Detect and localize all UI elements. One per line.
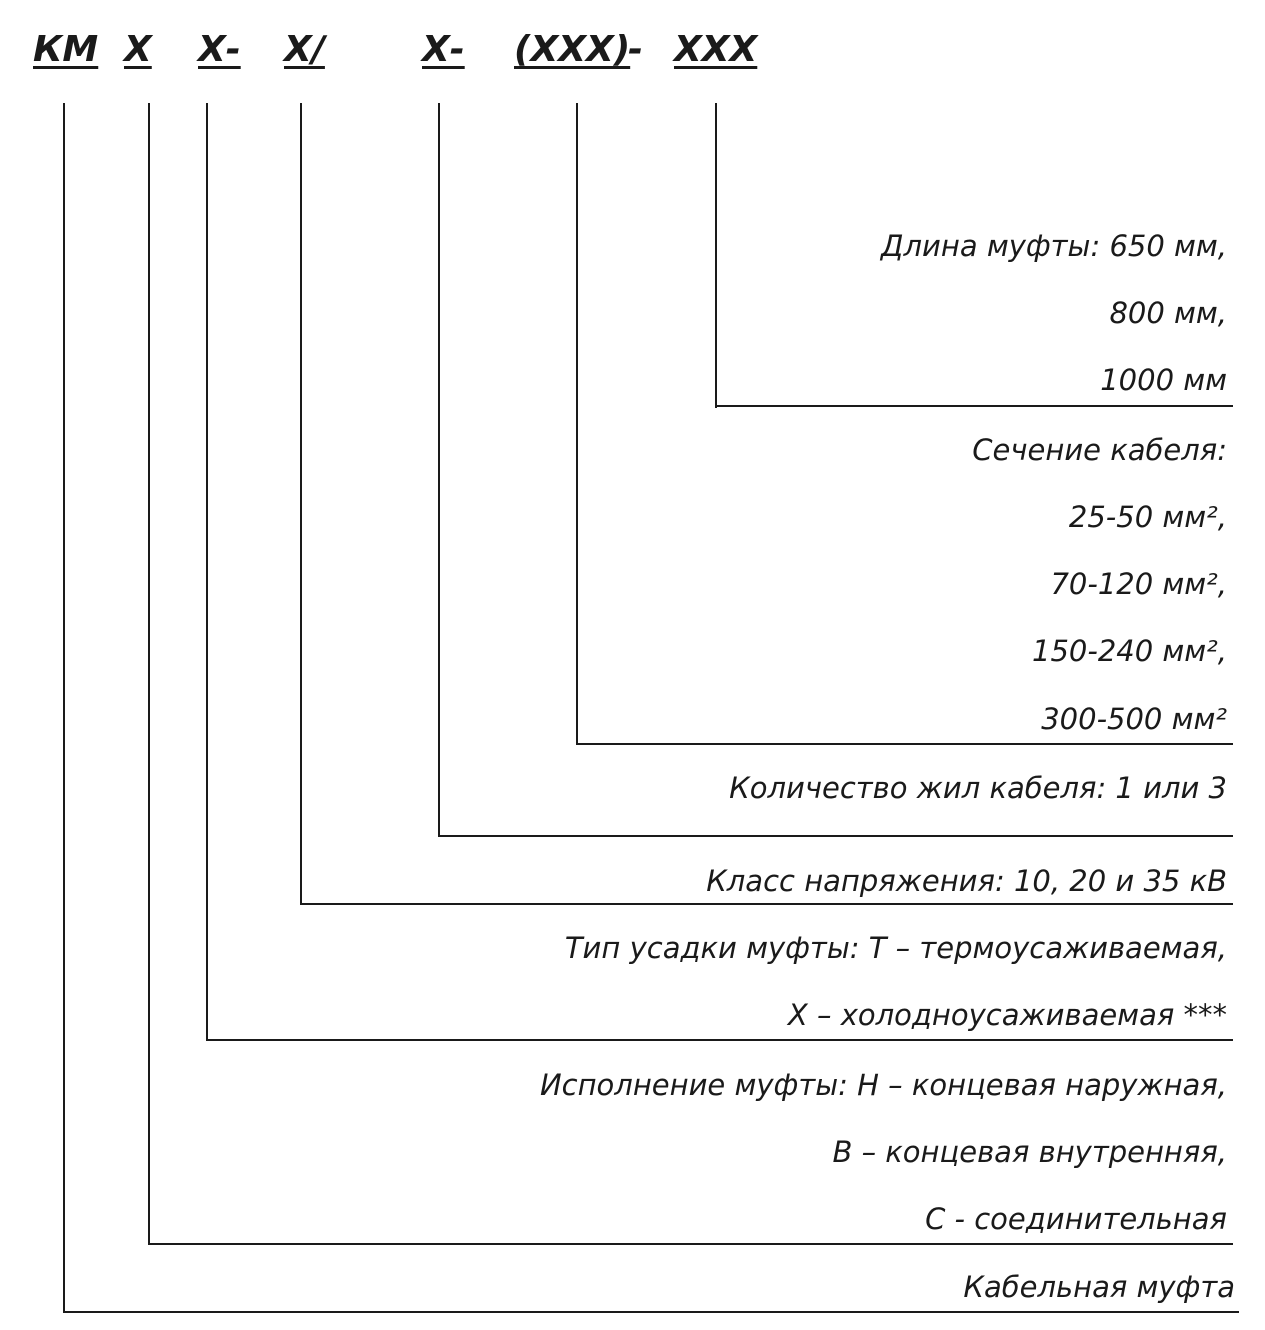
connector-design-horizontal xyxy=(148,1243,1233,1245)
code-segment-design: Х xyxy=(124,29,152,70)
code-segment-voltage: Х/ xyxy=(284,29,325,70)
design-description: Исполнение муфты: Н – концевая наружная, xyxy=(539,1068,1227,1102)
voltage-description: Класс напряжения: 10, 20 и 35 кВ xyxy=(706,864,1227,898)
connector-voltage-horizontal xyxy=(300,903,1233,905)
connector-length-horizontal xyxy=(715,405,1233,407)
connector-shrink-horizontal xyxy=(206,1039,1233,1041)
section-description: Сечение кабеля: xyxy=(972,433,1227,467)
length-description: Длина муфты: 650 мм, xyxy=(880,229,1227,263)
code-segment-shrink: Х- xyxy=(198,29,241,70)
connector-cores-vertical xyxy=(438,103,440,837)
code-segment-length: ХХХ xyxy=(674,29,758,70)
code-segment-section: (ХХХ) xyxy=(514,29,631,70)
connector-shrink-vertical xyxy=(206,103,208,1041)
connector-type-horizontal xyxy=(63,1311,1239,1313)
shrink-description: Тип усадки муфты: Т – термоусаживаемая, xyxy=(564,931,1227,965)
code-segment-cores: Х- xyxy=(422,29,465,70)
shrink-option-cold: Х – холодноусаживаемая *** xyxy=(787,998,1227,1032)
section-option-300-500: 300-500 мм² xyxy=(1041,702,1227,736)
connector-section-vertical xyxy=(576,103,578,745)
section-option-70-120: 70-120 мм², xyxy=(1050,567,1227,601)
connector-cores-horizontal xyxy=(438,835,1233,837)
length-option-1000: 1000 мм xyxy=(1100,363,1227,397)
connector-design-vertical xyxy=(148,103,150,1245)
connector-length-vertical xyxy=(715,103,717,408)
code-separator: - xyxy=(628,29,643,70)
section-option-150-240: 150-240 мм², xyxy=(1032,634,1227,668)
design-option-internal: В – концевая внутренняя, xyxy=(832,1135,1227,1169)
connector-section-horizontal xyxy=(576,743,1233,745)
type-description: Кабельная муфта xyxy=(963,1270,1235,1304)
design-option-connecting: С - соединительная xyxy=(925,1202,1227,1236)
length-option-800: 800 мм, xyxy=(1109,296,1227,330)
cores-description: Количество жил кабеля: 1 или 3 xyxy=(729,771,1227,805)
connector-voltage-vertical xyxy=(300,103,302,905)
section-option-25-50: 25-50 мм², xyxy=(1068,500,1227,534)
code-km: КМ xyxy=(33,29,99,70)
connector-type-vertical xyxy=(63,103,65,1313)
